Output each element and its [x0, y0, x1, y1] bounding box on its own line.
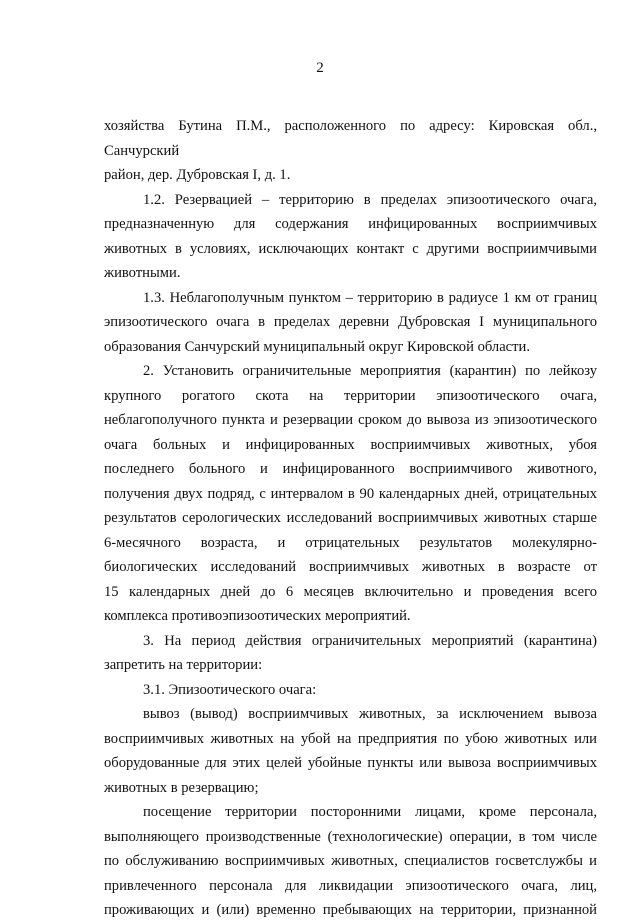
paragraph-3: 3. На период действия ограничительных мероприятий (карантина): [143, 632, 597, 649]
paragraph-2: 6-месячного возраста, и отрицательных результатов молекулярно-: [104, 534, 597, 551]
document-body: [104, 114, 597, 923]
paragraph-visit-ban: выполняющего производственные (технологические) операции, в том числе: [104, 828, 597, 845]
paragraph-visit-ban: посещение территории посторонними лицами, кроме персонала,: [143, 804, 597, 820]
paragraph-1-3: образования Санчурский муниципальный округ Кировской области.: [104, 338, 530, 355]
paragraph-export-ban: восприимчивых животных на убой на предприятия по убою животных или: [104, 730, 597, 747]
paragraph-2: 2. Установить ограничительные мероприятия (карантин) по лейкозу: [143, 363, 597, 379]
paragraph-2: биологических исследований восприимчивых животных в возрасте от: [104, 559, 597, 575]
paragraph-2: последнего больного и инфицированного восприимчивого животного,: [104, 461, 597, 477]
paragraph-export-ban: оборудованные для этих целей убойные пункты или вывоза восприимчивых: [104, 755, 597, 771]
paragraph-visit-ban: проживающих и (или) временно пребывающих на территории, признанной: [104, 902, 597, 918]
paragraph-1-3: эпизоотического очага в пределах деревни Дубровская I муниципального: [104, 314, 597, 330]
paragraph-visit-ban: по обслуживанию восприимчивых животных, специалистов госветслужбы и: [104, 853, 597, 869]
paragraph-2: 15 календарных дней до 6 месяцев включительно и проведения всего: [104, 583, 597, 600]
paragraph-continuation: хозяйства Бутина П.М., расположенного по адресу: Кировская обл., Санчурский: [104, 118, 597, 159]
page-number: 2: [316, 60, 324, 76]
paragraph-2: результатов серологических исследований восприимчивых животных старше: [104, 510, 597, 526]
paragraph-1-2: предназначенную для содержания инфицированных восприимчивых: [104, 216, 597, 232]
paragraph-export-ban: животных в резервацию;: [104, 779, 259, 796]
paragraph-visit-ban: привлеченного персонала для ликвидации эпизоотического очага, лиц,: [104, 877, 597, 894]
paragraph-2: неблагополучного пункта и резервации сроком до вывоза из эпизоотического: [104, 412, 597, 428]
paragraph-2: получения двух подряд, с интервалом в 90 календарных дней, отрицательных: [104, 485, 597, 502]
paragraph-1-2: животных в условиях, исключающих контакт с другими восприимчивыми: [104, 240, 597, 257]
paragraph-2: комплекса противоэпизоотических мероприятий.: [104, 608, 411, 624]
paragraph-3-1: 3.1. Эпизоотического очага:: [143, 681, 317, 698]
paragraph-3: запретить на территории:: [104, 657, 263, 673]
paragraph-export-ban: вывоз (вывод) восприимчивых животных, за исключением вывоза: [143, 706, 597, 722]
paragraph-1-2: животными.: [104, 265, 181, 281]
paragraph-1-2: 1.2. Резервацией – территорию в пределах эпизоотического очага,: [143, 191, 597, 208]
paragraph-2: очага больных и инфицированных восприимчивых животных, убоя: [104, 436, 597, 453]
paragraph-2: крупного рогатого скота на территории эпизоотического очага,: [104, 387, 597, 404]
paragraph-1-3: 1.3. Неблагополучным пунктом – территорию в радиусе 1 км от границ: [143, 289, 597, 306]
paragraph-continuation: район, дер. Дубровская I, д. 1.: [104, 167, 291, 183]
